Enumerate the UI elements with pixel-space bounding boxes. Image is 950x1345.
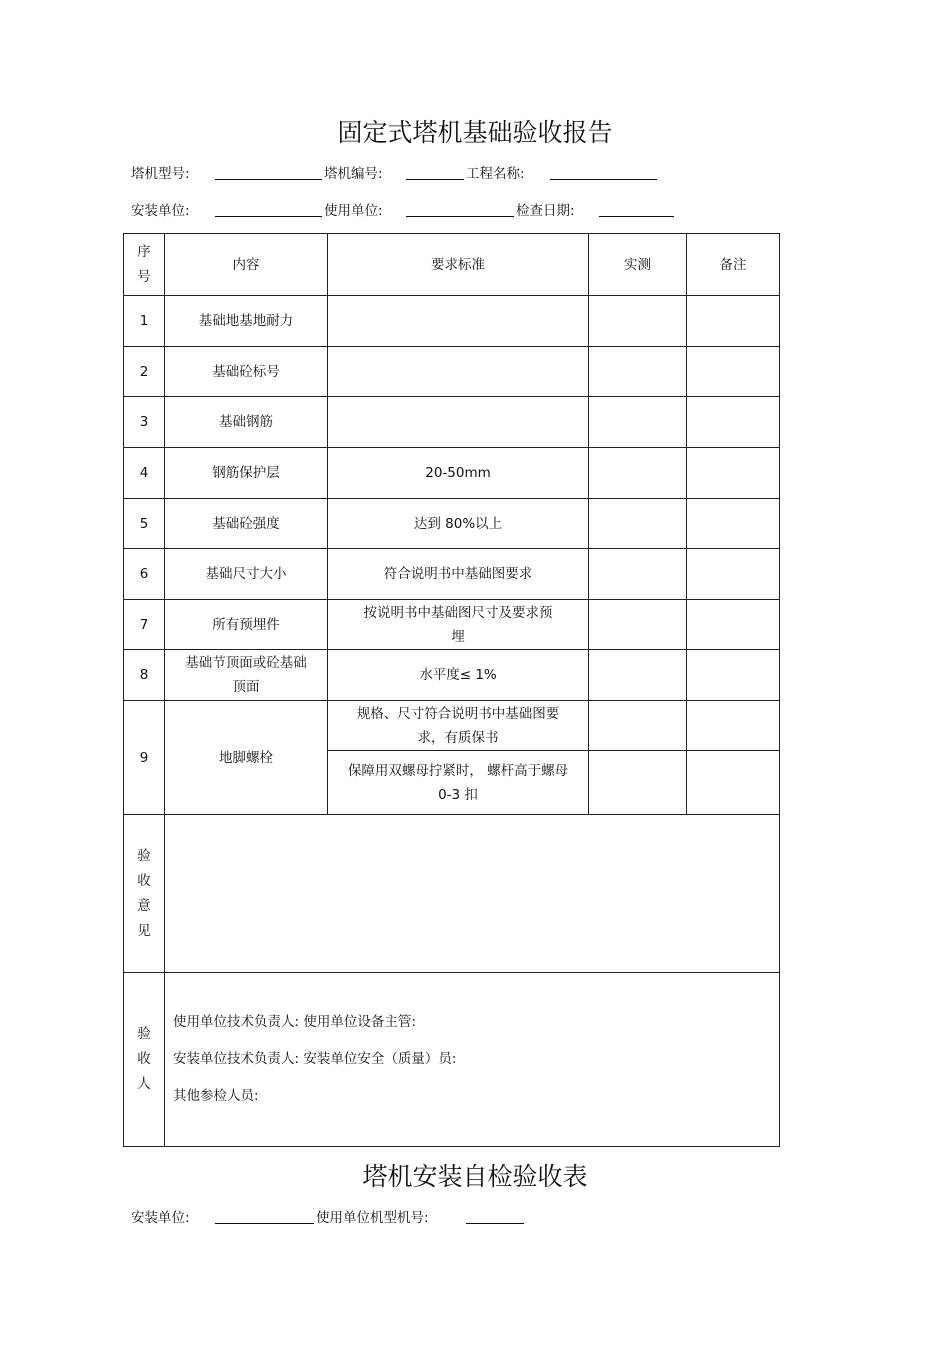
row-content: 基础节顶面或砼基础顶面: [165, 650, 328, 701]
header-row-2: [131, 201, 575, 221]
footer-model-blank[interactable]: [466, 1223, 524, 1224]
install-unit-blank[interactable]: [215, 216, 322, 217]
tower-model-label: 塔机型号:: [131, 166, 190, 182]
footer-model-label: 使用单位机型机号:: [316, 1210, 429, 1226]
row-seq: 1: [124, 296, 165, 347]
row-standard-b: 保障用双螺母拧紧时， 螺杆高于螺母 0-3 扣: [328, 751, 589, 815]
row-seq: 6: [124, 549, 165, 600]
report-title: 固定式塔机基础验收报告: [337, 118, 613, 147]
row-standard: 水平度≤ 1%: [328, 650, 589, 701]
row-measured-cell[interactable]: [589, 296, 687, 347]
row-seq: 7: [124, 600, 165, 650]
row-standard[interactable]: [328, 296, 589, 347]
footer-row: [131, 1208, 429, 1228]
row-measured-cell[interactable]: [589, 448, 687, 499]
header-row-1: [131, 164, 525, 184]
tower-model-blank[interactable]: [215, 179, 322, 180]
signer-line-2[interactable]: 安装单位技术负责人: 安装单位安全（质量）员:: [173, 1051, 457, 1067]
install-unit-label: 安装单位:: [131, 203, 190, 219]
row-measured-cell[interactable]: [589, 549, 687, 600]
row-remark-cell[interactable]: [687, 600, 780, 650]
row-content: 基础砼强度: [165, 499, 328, 549]
row-remark-cell[interactable]: [687, 296, 780, 347]
header-seq: 序号: [124, 234, 165, 296]
opinion-label: 验收意见: [124, 815, 165, 973]
row-standard-a: 规格、尺寸符合说明书中基础图要求，有质保书: [328, 701, 589, 751]
check-date-blank[interactable]: [599, 216, 674, 217]
row-remark-cell[interactable]: [687, 448, 780, 499]
table-row: [124, 397, 780, 448]
table-row: [124, 600, 780, 650]
table-row: [124, 347, 780, 397]
row-content: 基础砼标号: [165, 347, 328, 397]
table-header-row: [124, 234, 780, 296]
row-content: 所有预埋件: [165, 600, 328, 650]
row-measured-cell[interactable]: [589, 397, 687, 448]
table-row: [124, 650, 780, 701]
signer-line-1[interactable]: 使用单位技术负责人: 使用单位设备主管:: [173, 1014, 416, 1030]
header-measured: 实测: [589, 234, 687, 296]
inspection-table: [123, 233, 780, 1147]
row-content: 钢筋保护层: [165, 448, 328, 499]
header-standard: 要求标准: [328, 234, 589, 296]
row-content: 地脚螺栓: [165, 701, 328, 815]
row-measured-cell[interactable]: [589, 650, 687, 701]
footer-install-unit-label: 安装单位:: [131, 1210, 190, 1226]
row-remark-cell[interactable]: [687, 397, 780, 448]
row-seq: 5: [124, 499, 165, 549]
row-measured-cell[interactable]: [589, 751, 687, 815]
row-measured-cell[interactable]: [589, 347, 687, 397]
tower-number-blank[interactable]: [406, 179, 464, 180]
row-remark-cell[interactable]: [687, 650, 780, 701]
row-standard: 20-50mm: [328, 448, 589, 499]
header-remark: 备注: [687, 234, 780, 296]
table-row: [124, 296, 780, 347]
row-seq: 9: [124, 701, 165, 815]
table-row: [124, 549, 780, 600]
table-row: [124, 448, 780, 499]
row-measured-cell[interactable]: [589, 499, 687, 549]
header-content: 内容: [165, 234, 328, 296]
tower-number-label: 塔机编号:: [324, 166, 383, 182]
second-title: 塔机安装自检验收表: [362, 1162, 588, 1191]
use-unit-label: 使用单位:: [324, 203, 383, 219]
row-seq: 2: [124, 347, 165, 397]
row-content: 基础钢筋: [165, 397, 328, 448]
opinion-row: [124, 815, 780, 973]
row-standard: 按说明书中基础图尺寸及要求预埋: [328, 600, 589, 650]
row-content: 基础尺寸大小: [165, 549, 328, 600]
project-name-blank[interactable]: [550, 179, 657, 180]
row-standard[interactable]: [328, 397, 589, 448]
row-remark-cell[interactable]: [687, 499, 780, 549]
opinion-area[interactable]: [165, 815, 780, 973]
row-remark-cell[interactable]: [687, 347, 780, 397]
row-content: 基础地基地耐力: [165, 296, 328, 347]
table-row: [124, 499, 780, 549]
row-standard: 达到 80%以上: [328, 499, 589, 549]
row-seq: 4: [124, 448, 165, 499]
row-seq: 3: [124, 397, 165, 448]
signers-label: 验收人: [124, 973, 165, 1147]
row-remark-cell[interactable]: [687, 549, 780, 600]
row-remark-cell[interactable]: [687, 701, 780, 751]
row-measured-cell[interactable]: [589, 701, 687, 751]
use-unit-blank[interactable]: [406, 216, 514, 217]
check-date-label: 检查日期:: [516, 203, 575, 219]
project-name-label: 工程名称:: [466, 166, 525, 182]
row-measured-cell[interactable]: [589, 600, 687, 650]
signer-line-3[interactable]: 其他参检人员:: [173, 1088, 259, 1104]
row-standard: 符合说明书中基础图要求: [328, 549, 589, 600]
row-seq: 8: [124, 650, 165, 701]
footer-install-unit-blank[interactable]: [215, 1223, 314, 1224]
signers-row: [124, 973, 780, 1147]
row-remark-cell[interactable]: [687, 751, 780, 815]
row-standard[interactable]: [328, 347, 589, 397]
signers-area: [165, 973, 780, 1147]
table-row-9a: [124, 701, 780, 751]
